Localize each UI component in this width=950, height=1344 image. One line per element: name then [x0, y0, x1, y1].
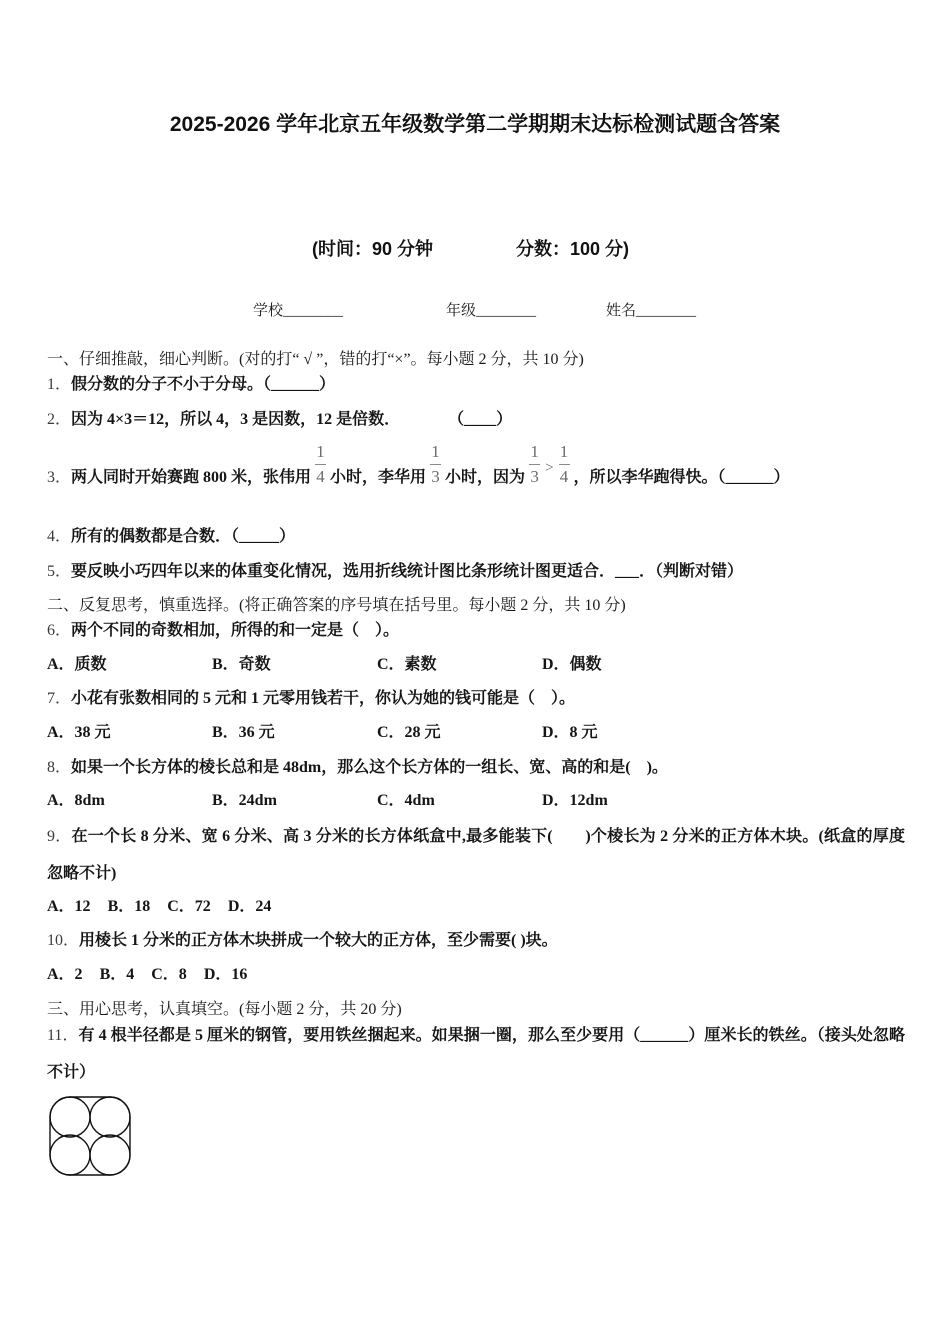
- option-c: C．4dm: [377, 792, 435, 809]
- option-b: B．36 元: [212, 724, 275, 741]
- fraction-numerator: 1: [530, 442, 539, 461]
- question-8: [47, 756, 905, 780]
- question-number: 3．: [47, 469, 72, 486]
- question-number: 10．: [47, 932, 80, 949]
- exam-time: (时间：90 分钟: [312, 239, 434, 259]
- fraction: [430, 441, 441, 488]
- name-field: 姓名________: [606, 303, 697, 319]
- fraction: [559, 441, 570, 488]
- fraction-numerator: 1: [559, 442, 569, 461]
- question-text: 因为 4×3＝12，所以 4，3 是因数，12 是倍数． （____）: [71, 411, 513, 428]
- fraction-numerator: 1: [431, 442, 440, 461]
- option-c: C．72: [167, 898, 211, 915]
- fraction-bar: [559, 464, 570, 465]
- question-11: [47, 1017, 905, 1091]
- option-d: D．24: [227, 898, 272, 915]
- fraction: [315, 441, 326, 488]
- fraction-denominator: 4: [316, 467, 325, 486]
- fraction-bar: [315, 464, 326, 465]
- option-a: A．12: [47, 898, 91, 915]
- grade-field: 年级________: [446, 303, 537, 319]
- section-header-1: 一、仔细推敲，细心判断。(对的打“ √ ”，错的打“×”。每小题 2 分，共 10 分): [47, 351, 584, 368]
- fraction-denominator: 3: [431, 467, 440, 486]
- fraction-denominator: 3: [530, 467, 539, 486]
- greater-than-sign: >: [545, 460, 554, 476]
- question-9: [47, 818, 905, 892]
- option-d: D．8 元: [542, 724, 598, 741]
- option-d: D．12dm: [542, 792, 608, 809]
- option-a: A．38 元: [47, 724, 111, 741]
- question-7: [47, 687, 905, 711]
- options-question-6: [47, 653, 905, 677]
- question-text: 两个不同的奇数相加，所得的和一定是（ ）。: [71, 622, 400, 639]
- steel-pipe-circle: [90, 1097, 130, 1137]
- steel-pipe-circle: [50, 1135, 90, 1175]
- fraction-denominator: 4: [559, 467, 569, 486]
- fraction-bar: [529, 464, 540, 465]
- question-10: [47, 929, 905, 953]
- option-c: C．素数: [377, 656, 437, 673]
- question-text: 在一个长 8 分米、宽 6 分米、高 3 分米的长方体纸盒中,最多能装下( )个棱长为 2 分米的正方体木块。(纸盒的厚度忽略不计): [47, 828, 905, 882]
- option-a: A．8dm: [47, 792, 105, 809]
- question-5: [47, 560, 905, 584]
- steel-pipes-figure: [46, 1093, 134, 1179]
- question-text: 用棱长 1 分米的正方体木块拼成一个较大的正方体，至少需要( )块。: [79, 932, 558, 949]
- question-number: 8．: [47, 759, 72, 776]
- question-number: 4．: [47, 528, 72, 545]
- option-c: C．28 元: [377, 724, 441, 741]
- fraction-bar: [430, 464, 441, 465]
- question-number: 7．: [47, 690, 72, 707]
- option-b: B．24dm: [212, 792, 277, 809]
- options-question-10: [47, 963, 905, 987]
- question-text-part: 两人同时开始赛跑 800 米，张伟用: [71, 469, 312, 486]
- school-field: 学校________: [253, 303, 344, 319]
- options-question-7: [47, 721, 905, 745]
- steel-pipe-circle: [90, 1135, 130, 1175]
- options-question-9: [47, 895, 905, 919]
- question-text: 小花有张数相同的 5 元和 1 元零用钱若干，你认为她的钱可能是（ ）。: [71, 690, 576, 707]
- fraction: [529, 441, 540, 488]
- question-text: 如果一个长方体的棱长总和是 48dm，那么这个长方体的一组长、宽、高的和是( )。: [71, 759, 668, 776]
- option-a: A．质数: [47, 656, 107, 673]
- question-number: 6．: [47, 622, 72, 639]
- question-4: [47, 525, 905, 549]
- option-b: B．4: [99, 966, 135, 983]
- question-text: 有 4 根半径都是 5 厘米的钢管，要用铁丝捆起来。如果捆一圈，那么至少要用（______）厘米长的铁丝。（接头处忽略不计）: [47, 1027, 905, 1081]
- question-number: 2．: [47, 411, 72, 428]
- option-b: B．18: [107, 898, 151, 915]
- question-number: 1．: [47, 376, 72, 393]
- question-text: 要反映小巧四年以来的体重变化情况，选用折线统计图比条形统计图更适合．___．（判断对错）: [71, 563, 744, 580]
- option-c: C．8: [151, 966, 187, 983]
- steel-pipe-circle: [50, 1097, 90, 1137]
- question-number: 9．: [47, 828, 72, 845]
- option-d: D．偶数: [542, 656, 602, 673]
- question-text: 假分数的分子不小于分母。（______）: [71, 376, 336, 393]
- page-title: 2025-2026 学年北京五年级数学第二学期期末达标检测试题含答案: [169, 113, 781, 136]
- options-question-8: [47, 789, 905, 813]
- exam-score: 分数：100 分): [516, 239, 630, 259]
- question-text-part: 小时，因为: [445, 469, 526, 486]
- question-number: 5．: [47, 563, 72, 580]
- question-text-part: 小时，李华用: [330, 469, 427, 486]
- question-2: [47, 408, 905, 432]
- option-a: A．2: [47, 966, 83, 983]
- fraction-numerator: 1: [316, 442, 325, 461]
- question-text: [71, 442, 790, 486]
- question-text: 所有的偶数都是合数．（_____）: [71, 528, 296, 545]
- option-d: D．16: [203, 966, 248, 983]
- question-6: [47, 619, 905, 643]
- section-header-2: 二、反复思考，慎重选择。(将正确答案的序号填在括号里。每小题 2 分，共 10 分): [47, 597, 626, 614]
- question-number: 11．: [47, 1027, 79, 1044]
- question-3: [47, 441, 905, 490]
- section-header-3: 三、用心思考，认真填空。(每小题 2 分，共 20 分): [47, 1001, 402, 1018]
- question-text-part: ，所以李华跑得快。（______）: [573, 469, 790, 486]
- question-1: [47, 373, 905, 397]
- option-b: B．奇数: [212, 656, 271, 673]
